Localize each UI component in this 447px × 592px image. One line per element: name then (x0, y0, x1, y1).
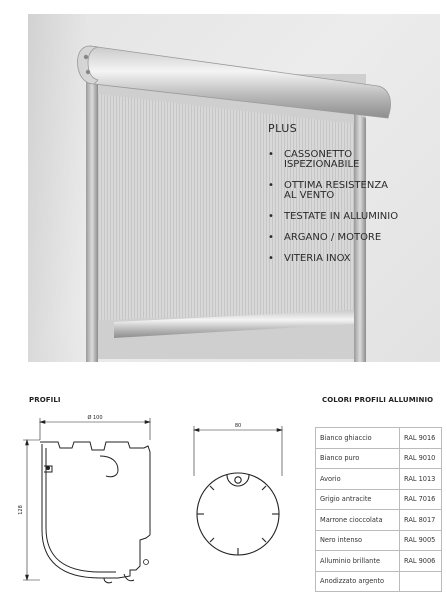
color-name-cell: Alluminio brillante (316, 551, 400, 572)
profile-hole-icon (144, 560, 149, 565)
features-panel (268, 122, 440, 275)
table-row (316, 469, 442, 490)
tube-dimension-label: 80 (234, 423, 242, 429)
table-row (316, 448, 442, 469)
height-dimension-label: 128 (18, 505, 24, 515)
width-dimension (40, 418, 150, 440)
color-name-cell: Grigio antracite (316, 489, 400, 510)
color-code-cell: RAL 9016 (400, 428, 442, 449)
color-name-cell: Bianco ghiaccio (316, 428, 400, 449)
feature-item-line: • TESTATE IN ALLUMINIO (284, 211, 399, 222)
color-code-cell: RAL 9010 (400, 448, 442, 469)
color-name-cell: Avorio (316, 469, 400, 490)
height-dimension (23, 440, 40, 580)
cassette-profile-section (40, 442, 150, 583)
feature-item-line: • VITERIA INOX (284, 253, 351, 264)
feature-item-line: • ARGANO / MOTORE (284, 232, 382, 243)
table-row (316, 530, 442, 551)
color-name-cell: Nero intenso (316, 530, 400, 551)
features-title: PLUS (268, 122, 298, 135)
color-code-cell: RAL 7016 (400, 489, 442, 510)
colors-heading: COLORI PROFILI ALLUMINIO (322, 396, 434, 404)
color-name-cell: Marrone cioccolata (316, 510, 400, 531)
table-row (316, 571, 442, 592)
feature-item-line: • OTTIMA RESISTENZA (284, 180, 389, 191)
tube-dimension (194, 426, 282, 476)
feature-item-line: • CASSONETTO (284, 149, 353, 160)
feature-item (268, 254, 440, 264)
color-code-cell (400, 571, 442, 592)
colors-table (315, 427, 442, 592)
profili-heading: PROFILI (29, 396, 61, 404)
table-row (316, 489, 442, 510)
color-name-cell: Anodizzato argento (316, 571, 400, 592)
table-row (316, 510, 442, 531)
width-dimension-label: Ø 100 (87, 415, 103, 421)
features-list (268, 150, 440, 264)
feature-item-line: ISPEZIONABILE (284, 159, 360, 170)
winding-tube-section (197, 473, 279, 555)
product-photo (28, 14, 440, 362)
color-code-cell: RAL 9005 (400, 530, 442, 551)
profile-screw-icon (46, 466, 50, 470)
feature-item (268, 233, 440, 243)
feature-item-line: AL VENTO (284, 190, 335, 201)
feature-item (268, 181, 440, 201)
feature-item (268, 150, 440, 170)
table-row (316, 428, 442, 449)
table-row (316, 551, 442, 572)
color-code-cell: RAL 9006 (400, 551, 442, 572)
color-code-cell: RAL 1013 (400, 469, 442, 490)
feature-item (268, 212, 440, 222)
color-name-cell: Bianco puro (316, 448, 400, 469)
color-code-cell: RAL 8017 (400, 510, 442, 531)
